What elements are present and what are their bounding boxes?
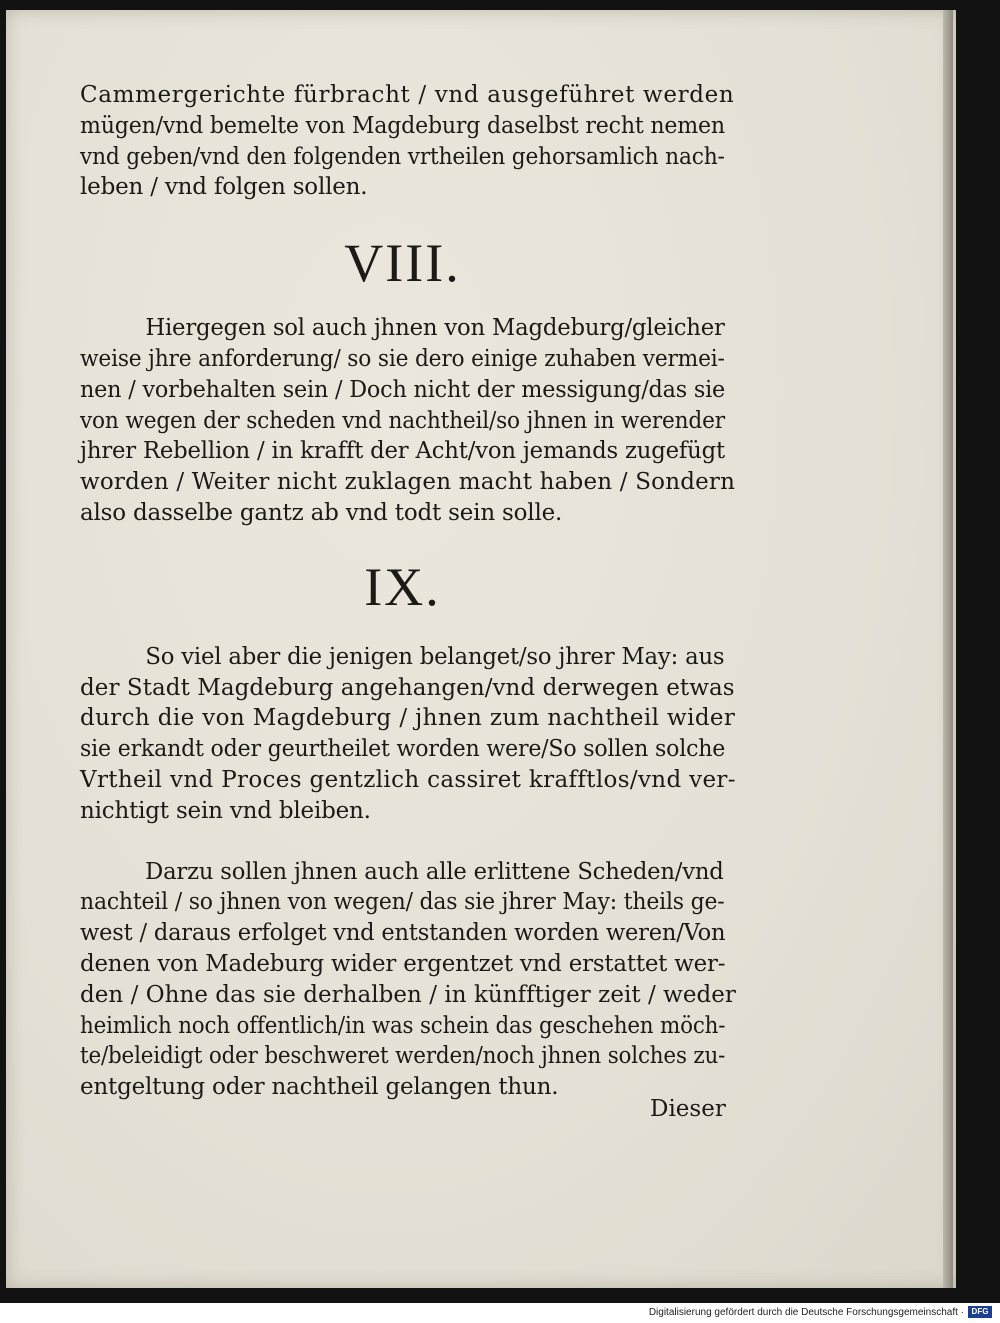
text-line: te/beleidigt oder beschweret werden/noch jhnen solches zu- xyxy=(80,1043,726,1070)
catchword: Dieser xyxy=(650,1096,726,1122)
text-line: Cammergerichte fürbracht / vnd ausgeführet werden xyxy=(80,82,735,108)
text-line: leben / vnd folgen sollen. xyxy=(80,174,368,201)
paragraph-section-ix xyxy=(80,642,736,827)
paragraph-section-viii xyxy=(80,313,736,529)
text-line: west / daraus erfolget vnd entstanden worden weren/Von xyxy=(80,920,726,947)
text-line: von wegen der scheden vnd nachtheil/so jhnen in werender xyxy=(80,407,725,434)
text-line: durch die von Magdeburg / jhnen zum nachtheil wider xyxy=(80,705,736,732)
page-text xyxy=(80,80,736,1103)
text-line: weise jhre anforderung/ so sie dero einige zuhaben vermei- xyxy=(80,345,725,372)
text-line: jhrer Rebellion / in krafft der Acht/von jemands zugefügt xyxy=(80,438,725,465)
section-numeral-ix: IX. xyxy=(364,556,441,617)
footer-credit: Digitalisierung gefördert durch die Deutsche Forschungsgemeinschaft · xyxy=(648,1307,964,1318)
text-line: denen von Madeburg wider ergentzet vnd erstattet wer- xyxy=(80,950,726,977)
text-line: Darzu sollen jhnen auch alle erlittene Scheden/vnd xyxy=(145,858,724,885)
text-line: mügen/vnd bemelte von Magdeburg daselbst recht nemen xyxy=(80,112,725,139)
paragraph-continuation xyxy=(80,80,735,203)
text-line: Hiergegen sol auch jhnen von Magdeburg/gleicher xyxy=(145,315,725,342)
text-line: also dasselbe gantz ab vnd todt sein solle. xyxy=(80,499,563,526)
page-edge xyxy=(943,10,953,1288)
text-line: nichtigt sein vnd bleiben. xyxy=(80,797,371,824)
dfg-logo: DFG xyxy=(968,1306,992,1318)
text-line: der Stadt Magdeburg angehangen/vnd derwegen etwas xyxy=(80,674,735,701)
text-line: worden / Weiter nicht zuklagen macht haben / Sondern xyxy=(80,469,736,496)
text-line: nachteil / so jhnen von wegen/ das sie jhrer May: theils ge- xyxy=(80,889,725,916)
text-line: den / Ohne das sie derhalben / in künfftiger zeit / weder xyxy=(80,981,736,1008)
text-line: sie erkandt oder geurtheilet worden were/So sollen solche xyxy=(80,736,726,763)
text-line: entgeltung oder nachtheil gelangen thun. xyxy=(80,1074,559,1101)
text-line: heimlich noch offentlich/in was schein das geschehen möch- xyxy=(80,1012,726,1039)
text-line: So viel aber die jenigen belanget/so jhrer May: aus xyxy=(145,643,725,670)
section-numeral-viii: VIII. xyxy=(344,233,461,294)
text-line: nen / vorbehalten sein / Doch nicht der messigung/das sie xyxy=(80,376,726,403)
text-line: Vrtheil vnd Proces gentzlich cassiret krafftlos/vnd ver- xyxy=(80,766,736,793)
text-line: vnd geben/vnd den folgenden vrtheilen gehorsamlich nach- xyxy=(80,143,725,170)
paragraph-darzu xyxy=(80,857,736,1103)
